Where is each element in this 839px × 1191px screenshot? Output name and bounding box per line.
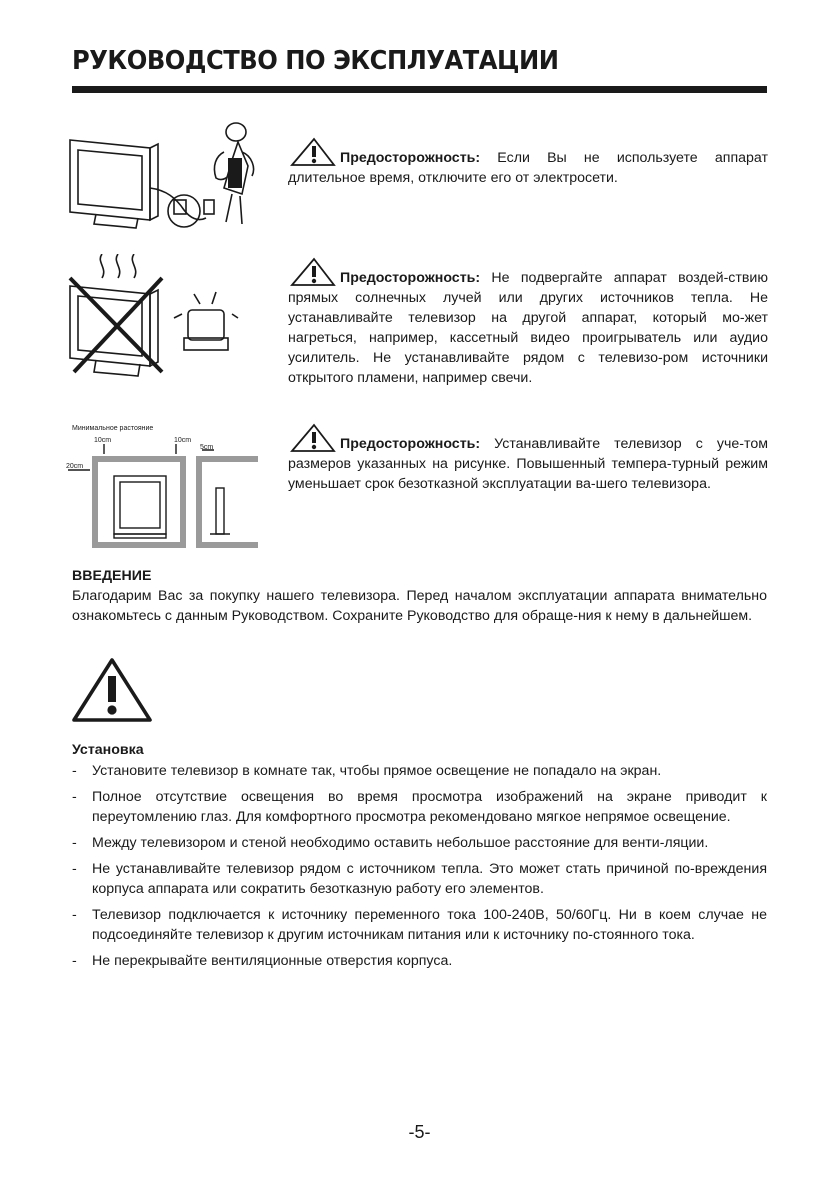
page-title: РУКОВОДСТВО ПО ЭКСПЛУАТАЦИИ — [72, 46, 559, 76]
clearance-left: 20cm — [66, 463, 84, 470]
list-item: - Установите телевизор в комнате так, чтобы прямое освещение не попадало на экран. — [72, 763, 662, 779]
clearance-side: 5cm — [200, 444, 214, 451]
list-item: - Телевизор подключается к источнику переменного тока 100-240В, 50/60Гц. Ни в коем случае не подсоединяйте телевизор к другим источникам питания или к источнику по-стоянного тока. — [72, 907, 767, 943]
warning-text: Не подвергайте аппарат воздей-ствию прямых солнечных лучей или других источников тепла. Не устанавливайте телевизор на другой аппарат, который мо-жет нагреться, например, кассетный видео проигрыватель или аудио усилитель. Не устанавливайте рядом с телевизо-ром источники открытого пламени, например свечи. — [288, 270, 768, 386]
heat-warning-illustration — [66, 254, 246, 384]
page-number: -5- — [408, 1122, 431, 1142]
list-item: - Не перекрывайте вентиляционные отверстия корпуса. — [72, 953, 453, 969]
list-bullet: - — [72, 789, 77, 805]
warning-heat — [288, 256, 768, 388]
unplug-illustration — [66, 118, 266, 243]
warning-unplug — [288, 136, 768, 188]
warning-text: Если Вы не используете аппарат длительное время, отключите его от электросети. — [288, 150, 768, 186]
clearance-caption: Минимальное растояние — [72, 425, 154, 432]
clearance-top-right: 10cm — [174, 437, 192, 444]
installation-heading: Установка — [72, 742, 144, 758]
list-item: - Не устанавливайте телевизор рядом с источником тепла. Это может стать причиной по-вреждения корпуса аппарата или сократить безотказную работу его элементов. — [72, 861, 767, 897]
warning-triangle-icon — [288, 256, 338, 288]
title-rule — [72, 86, 767, 93]
list-bullet: - — [72, 763, 77, 779]
large-warning-icon — [70, 656, 154, 726]
list-item: - Между телевизором и стеной необходимо оставить небольшое расстояние для венти-ляции. — [72, 835, 709, 851]
warning-label: Предосторожность: — [340, 270, 481, 286]
installation-list — [72, 761, 767, 977]
warning-triangle-icon — [288, 422, 338, 454]
warning-clearance — [288, 422, 768, 494]
clearance-diagram — [64, 422, 262, 550]
warning-triangle-icon — [288, 136, 338, 168]
list-bullet: - — [72, 953, 77, 969]
intro-heading: ВВЕДЕНИЕ — [72, 568, 152, 584]
warning-label: Предосторожность: — [340, 150, 481, 166]
intro-body: Благодарим Вас за покупку нашего телевизора. Перед началом эксплуатации аппарата внимательно ознакомьтесь с данным Руководством. Сохраните Руководство для обраще-ния к нему в дальнейшем. — [72, 588, 767, 624]
list-item: - Полное отсутствие освещения во время просмотра изображений на экране приводит к переутомлению глаз. Для комфортного просмотра рекомендовано мягкое непрямое освещение. — [72, 789, 767, 825]
list-bullet: - — [72, 835, 77, 851]
clearance-top-left: 10cm — [94, 437, 112, 444]
list-bullet: - — [72, 861, 77, 877]
warning-text: Устанавливайте телевизор с уче-том размеров указанных на рисунке. Повышенный темпера-турный режим уменьшает срок безотказной эксплуатации ва-шего телевизора. — [288, 436, 768, 492]
warning-label: Предосторожность: — [340, 436, 481, 452]
list-bullet: - — [72, 907, 77, 923]
